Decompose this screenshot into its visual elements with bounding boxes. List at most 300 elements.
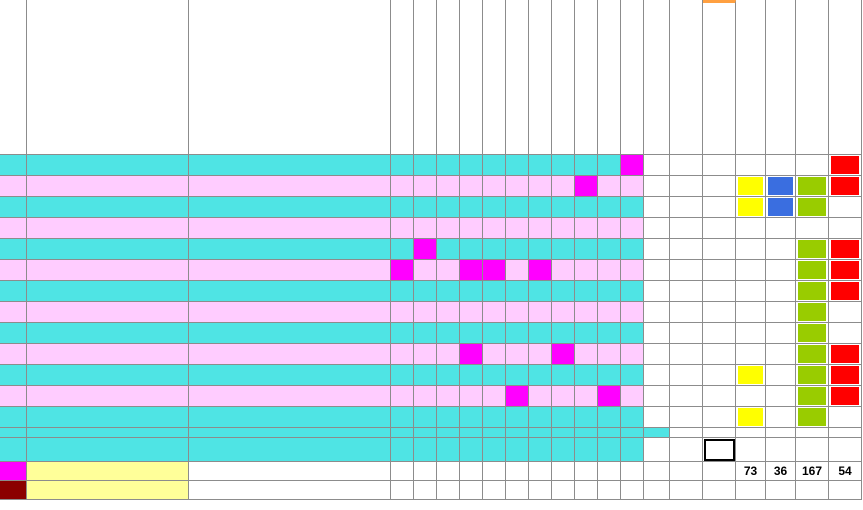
vote-cell[interactable] <box>552 365 575 386</box>
vote-cell[interactable] <box>483 176 506 197</box>
vote-cell[interactable] <box>552 197 575 218</box>
vote-cell[interactable] <box>460 386 483 407</box>
gap-cell[interactable] <box>529 428 552 438</box>
place-cell[interactable] <box>670 176 703 197</box>
vote-cell[interactable] <box>437 323 460 344</box>
row-total[interactable] <box>644 218 670 239</box>
vote-cell[interactable] <box>460 218 483 239</box>
place-cell[interactable] <box>670 218 703 239</box>
gap-cell[interactable] <box>670 428 703 438</box>
gap-cell[interactable] <box>460 428 483 438</box>
note-cell[interactable] <box>703 386 736 407</box>
grand-total[interactable] <box>644 438 670 462</box>
vote-cell[interactable] <box>529 365 552 386</box>
vote-cell[interactable] <box>437 218 460 239</box>
total-header[interactable] <box>644 0 670 155</box>
voter-total[interactable] <box>529 438 552 462</box>
legend-label[interactable] <box>27 462 189 481</box>
vote-cell[interactable] <box>529 407 552 428</box>
vote-cell[interactable] <box>598 407 621 428</box>
legend-row-cell[interactable] <box>644 462 670 481</box>
vote-cell[interactable] <box>437 239 460 260</box>
vote-cell[interactable] <box>437 302 460 323</box>
vote-cell[interactable] <box>437 197 460 218</box>
vote-cell[interactable] <box>598 281 621 302</box>
gap-cell[interactable] <box>189 428 391 438</box>
legend-row-cell[interactable] <box>796 481 829 500</box>
vote-cell[interactable] <box>414 302 437 323</box>
row-number[interactable] <box>0 176 27 197</box>
totals-place-blank[interactable] <box>670 438 703 462</box>
vote-cell[interactable] <box>460 365 483 386</box>
legend-row-cell[interactable] <box>552 462 575 481</box>
vote-cell[interactable] <box>598 302 621 323</box>
vote-cell[interactable] <box>552 407 575 428</box>
vote-cell[interactable] <box>460 239 483 260</box>
judge-header-2[interactable] <box>796 0 829 155</box>
vote-cell[interactable] <box>621 218 644 239</box>
vote-cell[interactable] <box>529 386 552 407</box>
vote-cell[interactable] <box>598 218 621 239</box>
place-cell[interactable] <box>670 365 703 386</box>
note-cell[interactable] <box>703 365 736 386</box>
vote-cell[interactable] <box>391 197 414 218</box>
judge-total[interactable]: 36 <box>766 462 796 481</box>
vote-cell[interactable] <box>552 176 575 197</box>
vote-cell[interactable] <box>483 197 506 218</box>
note-cell[interactable] <box>703 197 736 218</box>
row-number[interactable] <box>0 344 27 365</box>
judge-total[interactable]: 73 <box>736 462 766 481</box>
judge-blank[interactable] <box>829 438 862 462</box>
vote-cell[interactable] <box>529 281 552 302</box>
vote-cell[interactable] <box>391 323 414 344</box>
legend-row-cell[interactable] <box>703 481 736 500</box>
vote-cell[interactable] <box>506 155 529 176</box>
vote-cell[interactable] <box>506 281 529 302</box>
title-cell[interactable] <box>189 218 391 239</box>
legend-row-cell[interactable] <box>529 481 552 500</box>
vote-cell[interactable] <box>437 155 460 176</box>
vote-cell[interactable] <box>529 197 552 218</box>
vote-cell[interactable] <box>529 302 552 323</box>
row-number[interactable] <box>0 197 27 218</box>
voter-total[interactable] <box>414 438 437 462</box>
author-cell[interactable] <box>27 176 189 197</box>
judge-cell[interactable] <box>829 407 862 428</box>
judge-cell[interactable] <box>736 344 766 365</box>
vote-cell[interactable] <box>437 260 460 281</box>
title-cell[interactable] <box>189 239 391 260</box>
vote-cell[interactable] <box>460 407 483 428</box>
vote-cell[interactable] <box>506 323 529 344</box>
judge-cell[interactable] <box>766 155 796 176</box>
legend-row-cell[interactable] <box>575 481 598 500</box>
vote-cell[interactable] <box>414 239 437 260</box>
vote-cell[interactable] <box>575 344 598 365</box>
voter-header-1[interactable] <box>414 0 437 155</box>
title-cell[interactable] <box>189 302 391 323</box>
vote-cell[interactable] <box>598 386 621 407</box>
vote-cell[interactable] <box>414 155 437 176</box>
place-cell[interactable] <box>670 407 703 428</box>
legend-row-cell[interactable] <box>621 481 644 500</box>
vote-cell[interactable] <box>437 281 460 302</box>
vote-cell[interactable] <box>391 155 414 176</box>
selected-cell[interactable] <box>703 438 736 462</box>
judge-header-0[interactable] <box>736 0 766 155</box>
row-number[interactable] <box>0 281 27 302</box>
vote-cell[interactable] <box>598 323 621 344</box>
note-cell[interactable] <box>703 260 736 281</box>
voter-header-9[interactable] <box>598 0 621 155</box>
place-cell[interactable] <box>670 260 703 281</box>
vote-cell[interactable] <box>483 281 506 302</box>
note-cell[interactable] <box>703 155 736 176</box>
gap-cell[interactable] <box>483 428 506 438</box>
place-cell[interactable] <box>670 323 703 344</box>
vote-cell[interactable] <box>552 155 575 176</box>
row-number[interactable] <box>0 155 27 176</box>
legend-row-cell[interactable] <box>506 481 529 500</box>
row-total[interactable] <box>644 176 670 197</box>
judge-cell[interactable] <box>829 197 862 218</box>
vote-cell[interactable] <box>575 239 598 260</box>
vote-cell[interactable] <box>483 323 506 344</box>
judge-total[interactable]: 54 <box>829 462 862 481</box>
place-cell[interactable] <box>670 197 703 218</box>
judge-cell[interactable] <box>796 155 829 176</box>
vote-cell[interactable] <box>391 218 414 239</box>
vote-cell[interactable] <box>437 176 460 197</box>
legend-row-cell[interactable] <box>189 462 391 481</box>
author-cell[interactable] <box>27 344 189 365</box>
vote-cell[interactable] <box>506 407 529 428</box>
note-cell[interactable] <box>703 176 736 197</box>
vote-cell[interactable] <box>621 281 644 302</box>
vote-cell[interactable] <box>529 344 552 365</box>
gap-cell[interactable] <box>829 428 862 438</box>
notes-header[interactable] <box>703 0 736 155</box>
vote-cell[interactable] <box>483 365 506 386</box>
vote-cell[interactable] <box>483 302 506 323</box>
title-cell[interactable] <box>189 344 391 365</box>
voter-total[interactable] <box>437 438 460 462</box>
judge-total[interactable]: 167 <box>796 462 829 481</box>
legend-swatch-darkred[interactable] <box>0 481 27 500</box>
vote-cell[interactable] <box>414 260 437 281</box>
row-number[interactable] <box>0 260 27 281</box>
judge-cell[interactable] <box>766 365 796 386</box>
vote-cell[interactable] <box>552 323 575 344</box>
vote-cell[interactable] <box>552 302 575 323</box>
vote-cell[interactable] <box>437 386 460 407</box>
vote-cell[interactable] <box>506 365 529 386</box>
note-cell[interactable] <box>703 344 736 365</box>
gap-cell[interactable] <box>766 428 796 438</box>
legend-row-cell[interactable] <box>575 462 598 481</box>
row-total[interactable] <box>644 344 670 365</box>
vote-cell[interactable] <box>575 323 598 344</box>
vote-cell[interactable] <box>598 365 621 386</box>
vote-cell[interactable] <box>575 197 598 218</box>
row-total[interactable] <box>644 281 670 302</box>
judge-header-3[interactable] <box>829 0 862 155</box>
title-cell[interactable] <box>189 176 391 197</box>
author-cell[interactable] <box>27 407 189 428</box>
note-cell[interactable] <box>703 407 736 428</box>
vote-cell[interactable] <box>552 344 575 365</box>
vote-cell[interactable] <box>460 323 483 344</box>
row-number[interactable] <box>0 323 27 344</box>
title-cell[interactable] <box>189 260 391 281</box>
note-cell[interactable] <box>703 281 736 302</box>
vote-cell[interactable] <box>529 155 552 176</box>
vote-cell[interactable] <box>483 218 506 239</box>
vote-cell[interactable] <box>414 176 437 197</box>
vote-cell[interactable] <box>621 197 644 218</box>
author-cell[interactable] <box>27 197 189 218</box>
gap-cell[interactable] <box>552 428 575 438</box>
voter-total[interactable] <box>575 438 598 462</box>
row-number[interactable] <box>0 365 27 386</box>
vote-cell[interactable] <box>506 218 529 239</box>
voter-total[interactable] <box>483 438 506 462</box>
vote-cell[interactable] <box>598 239 621 260</box>
row-number[interactable] <box>0 302 27 323</box>
vote-cell[interactable] <box>598 260 621 281</box>
legend-row-cell[interactable] <box>391 481 414 500</box>
author-cell[interactable] <box>27 323 189 344</box>
vote-cell[interactable] <box>460 155 483 176</box>
vote-cell[interactable] <box>391 365 414 386</box>
judge-cell[interactable] <box>736 218 766 239</box>
vote-cell[interactable] <box>575 386 598 407</box>
judge-cell[interactable] <box>736 260 766 281</box>
gap-cell[interactable] <box>644 428 670 438</box>
judge-cell[interactable] <box>736 302 766 323</box>
judge-cell[interactable] <box>766 260 796 281</box>
vote-cell[interactable] <box>529 218 552 239</box>
vote-cell[interactable] <box>598 344 621 365</box>
vote-cell[interactable] <box>391 260 414 281</box>
row-total[interactable] <box>644 155 670 176</box>
legend-row-cell[interactable] <box>437 462 460 481</box>
vote-cell[interactable] <box>621 386 644 407</box>
row-number[interactable] <box>0 218 27 239</box>
voter-header-8[interactable] <box>575 0 598 155</box>
vote-cell[interactable] <box>414 323 437 344</box>
judge-header-1[interactable] <box>766 0 796 155</box>
author-cell[interactable] <box>27 239 189 260</box>
vote-cell[interactable] <box>552 386 575 407</box>
vote-cell[interactable] <box>460 344 483 365</box>
legend-label[interactable] <box>27 481 189 500</box>
voter-header-4[interactable] <box>483 0 506 155</box>
vote-cell[interactable] <box>575 176 598 197</box>
vote-cell[interactable] <box>414 344 437 365</box>
judge-cell[interactable] <box>766 281 796 302</box>
legend-row-cell[interactable] <box>736 481 766 500</box>
gap-cell[interactable] <box>27 428 189 438</box>
legend-row-cell[interactable] <box>391 462 414 481</box>
row-total[interactable] <box>644 239 670 260</box>
title-cell[interactable] <box>189 407 391 428</box>
place-header[interactable] <box>670 0 703 155</box>
vote-cell[interactable] <box>506 197 529 218</box>
judge-cell[interactable] <box>736 323 766 344</box>
vote-cell[interactable] <box>414 407 437 428</box>
place-cell[interactable] <box>670 386 703 407</box>
legend-row-cell[interactable] <box>829 481 862 500</box>
vote-cell[interactable] <box>483 260 506 281</box>
judge-cell[interactable] <box>736 281 766 302</box>
vote-cell[interactable] <box>575 260 598 281</box>
vote-cell[interactable] <box>529 323 552 344</box>
place-cell[interactable] <box>670 281 703 302</box>
vote-cell[interactable] <box>414 365 437 386</box>
judge-cell[interactable] <box>829 302 862 323</box>
voter-header-7[interactable] <box>552 0 575 155</box>
judge-cell[interactable] <box>829 218 862 239</box>
vote-cell[interactable] <box>437 407 460 428</box>
header-blank-title[interactable] <box>189 0 391 155</box>
vote-cell[interactable] <box>598 155 621 176</box>
title-cell[interactable] <box>189 155 391 176</box>
header-blank-n[interactable] <box>0 0 27 155</box>
vote-cell[interactable] <box>575 218 598 239</box>
vote-cell[interactable] <box>437 344 460 365</box>
gap-cell[interactable] <box>506 428 529 438</box>
legend-row-cell[interactable] <box>460 462 483 481</box>
header-blank-author[interactable] <box>27 0 189 155</box>
row-total[interactable] <box>644 323 670 344</box>
legend-row-cell[interactable] <box>189 481 391 500</box>
gap-cell[interactable] <box>0 428 27 438</box>
vote-cell[interactable] <box>575 407 598 428</box>
author-cell[interactable] <box>27 386 189 407</box>
place-cell[interactable] <box>670 344 703 365</box>
vote-cell[interactable] <box>391 176 414 197</box>
judge-cell[interactable] <box>766 344 796 365</box>
legend-row-cell[interactable] <box>483 462 506 481</box>
judge-blank[interactable] <box>766 438 796 462</box>
vote-cell[interactable] <box>552 260 575 281</box>
gap-cell[interactable] <box>391 428 414 438</box>
vote-cell[interactable] <box>483 155 506 176</box>
vote-cell[interactable] <box>552 218 575 239</box>
legend-row-cell[interactable] <box>506 462 529 481</box>
gap-cell[interactable] <box>414 428 437 438</box>
vote-cell[interactable] <box>483 407 506 428</box>
voter-total[interactable] <box>460 438 483 462</box>
vote-cell[interactable] <box>414 218 437 239</box>
title-cell[interactable] <box>189 386 391 407</box>
gap-cell[interactable] <box>736 428 766 438</box>
vote-cell[interactable] <box>529 260 552 281</box>
legend-row-cell[interactable] <box>644 481 670 500</box>
voter-header-0[interactable] <box>391 0 414 155</box>
vote-cell[interactable] <box>506 176 529 197</box>
vote-cell[interactable] <box>414 281 437 302</box>
judge-blank[interactable] <box>796 438 829 462</box>
gap-cell[interactable] <box>598 428 621 438</box>
note-cell[interactable] <box>703 302 736 323</box>
vote-cell[interactable] <box>391 281 414 302</box>
vote-cell[interactable] <box>391 344 414 365</box>
vote-cell[interactable] <box>621 176 644 197</box>
voter-total[interactable] <box>391 438 414 462</box>
voter-total[interactable] <box>506 438 529 462</box>
vote-cell[interactable] <box>460 197 483 218</box>
judge-cell[interactable] <box>766 239 796 260</box>
vote-cell[interactable] <box>460 260 483 281</box>
vote-cell[interactable] <box>414 386 437 407</box>
totals-label[interactable] <box>27 438 189 462</box>
vote-cell[interactable] <box>575 302 598 323</box>
gap-cell[interactable] <box>575 428 598 438</box>
judge-cell[interactable] <box>766 302 796 323</box>
title-cell[interactable] <box>189 323 391 344</box>
vote-cell[interactable] <box>506 239 529 260</box>
totals-blank-title[interactable] <box>189 438 391 462</box>
legend-row-cell[interactable] <box>598 462 621 481</box>
legend-row-cell[interactable] <box>483 481 506 500</box>
row-total[interactable] <box>644 197 670 218</box>
voter-total[interactable] <box>552 438 575 462</box>
author-cell[interactable] <box>27 302 189 323</box>
vote-cell[interactable] <box>552 281 575 302</box>
row-total[interactable] <box>644 260 670 281</box>
judge-cell[interactable] <box>796 218 829 239</box>
legend-row-cell[interactable] <box>460 481 483 500</box>
vote-cell[interactable] <box>575 365 598 386</box>
place-cell[interactable] <box>670 302 703 323</box>
vote-cell[interactable] <box>621 239 644 260</box>
vote-cell[interactable] <box>506 344 529 365</box>
vote-cell[interactable] <box>391 407 414 428</box>
author-cell[interactable] <box>27 365 189 386</box>
vote-cell[interactable] <box>437 365 460 386</box>
row-number[interactable] <box>0 239 27 260</box>
legend-row-cell[interactable] <box>598 481 621 500</box>
gap-cell[interactable] <box>703 428 736 438</box>
row-number[interactable] <box>0 407 27 428</box>
legend-row-cell[interactable] <box>414 481 437 500</box>
author-cell[interactable] <box>27 281 189 302</box>
note-cell[interactable] <box>703 323 736 344</box>
voter-header-6[interactable] <box>529 0 552 155</box>
vote-cell[interactable] <box>529 239 552 260</box>
vote-cell[interactable] <box>621 407 644 428</box>
title-cell[interactable] <box>189 281 391 302</box>
vote-cell[interactable] <box>460 176 483 197</box>
judge-cell[interactable] <box>736 239 766 260</box>
legend-row-cell[interactable] <box>437 481 460 500</box>
gap-cell[interactable] <box>621 428 644 438</box>
vote-cell[interactable] <box>460 281 483 302</box>
legend-row-cell[interactable] <box>529 462 552 481</box>
voter-total[interactable] <box>598 438 621 462</box>
judge-cell[interactable] <box>766 407 796 428</box>
vote-cell[interactable] <box>621 344 644 365</box>
author-cell[interactable] <box>27 218 189 239</box>
place-cell[interactable] <box>670 155 703 176</box>
judge-cell[interactable] <box>736 386 766 407</box>
note-cell[interactable] <box>703 218 736 239</box>
vote-cell[interactable] <box>552 239 575 260</box>
vote-cell[interactable] <box>621 365 644 386</box>
